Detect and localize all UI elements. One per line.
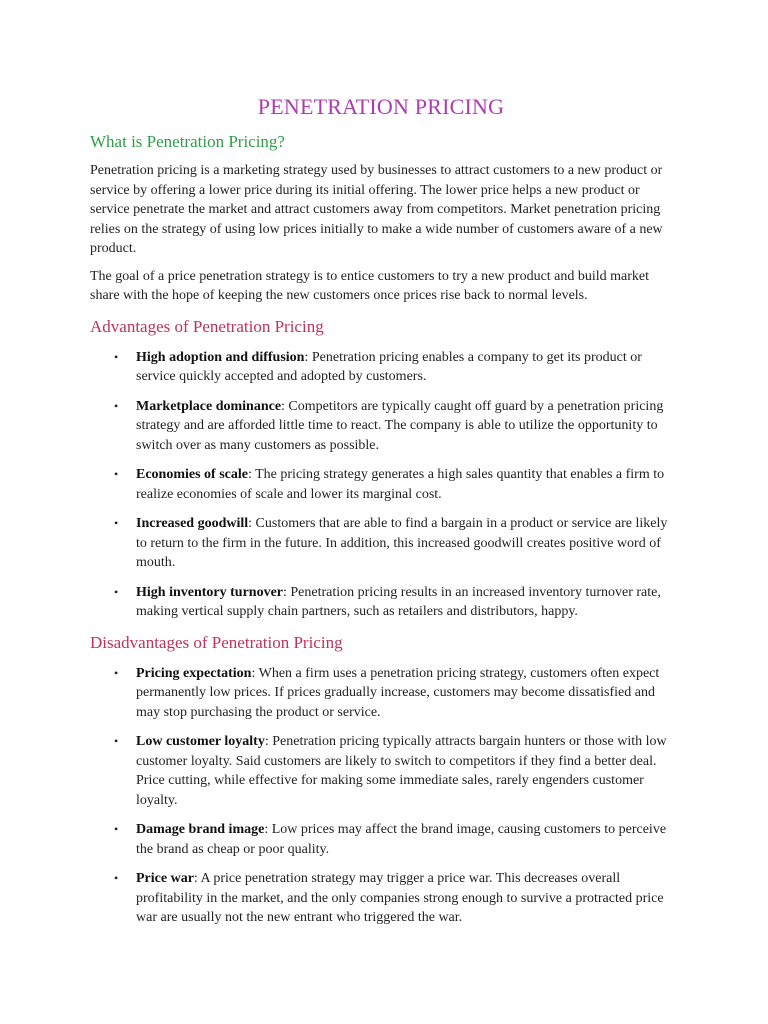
bullet-icon: • — [114, 871, 119, 885]
list-item — [90, 664, 672, 723]
item-term: Increased goodwill — [136, 516, 249, 531]
bullet-icon: • — [114, 349, 119, 364]
intro-paragraph-2: The goal of a price penetration strategy is to entice customers to try a new product and build market share with the hope of keeping the new customers once prices rise back to normal levels. — [90, 268, 650, 303]
item-term: High inventory turnover — [136, 584, 283, 600]
bullet-icon: • — [114, 516, 119, 530]
list-item — [90, 465, 672, 504]
list-item — [90, 869, 672, 928]
bullet-icon: • — [114, 584, 119, 599]
intro-paragraph-1: Penetration pricing is a marketing strategy used by businesses to attract customers to a new product or service by offering a lower price during its initial offering. The lower price helps a new product or service penetrate the market and attract customers away from competitors. Market penetration pricing relies on the strategy of using low prices initially to make a wide number of customers aware of a new product. — [90, 163, 663, 256]
item-text: : Penetration pricing enables a company to get its product or service quickly accepted and adopted by customers. — [136, 349, 642, 384]
section-heading-disadvantages: Disadvantages of Penetration Pricing — [90, 632, 343, 652]
item-text: : Low prices may affect the brand image, causing customers to perceive the brand as cheap or poor quality. — [136, 822, 667, 857]
list-item — [90, 583, 672, 622]
list-item — [90, 514, 672, 573]
bullet-icon: • — [114, 734, 119, 748]
list-item — [90, 820, 672, 859]
bullet-icon: • — [114, 822, 119, 836]
item-text: : A price penetration strategy may trigger a price war. This decreases overall profitability in the market, and the only companies strong enough to survive a protracted price war are usually not the new entrant who triggered the war. — [136, 871, 664, 925]
item-text: : Penetration pricing results in an increased inventory turnover rate, making vertical supply chain partners, such as retailers and distributors, happy. — [136, 584, 661, 619]
item-term: Low customer loyalty — [136, 734, 265, 749]
section-heading-advantages: Advantages of Penetration Pricing — [90, 316, 324, 336]
item-term: Pricing expectation — [136, 665, 252, 681]
item-text: : The pricing strategy generates a high sales quantity that enables a firm to realize economies of scale and lower its marginal cost. — [136, 467, 665, 502]
disadvantages-list — [90, 664, 672, 928]
list-item — [90, 397, 672, 456]
item-text: : Penetration pricing typically attracts bargain hunters or those with low customer loyalty. Said customers are likely to switch to competitors if they find a better deal. Price cutting, while effective for making some immediate sales, rarely engenders customer loyalty. — [136, 734, 667, 808]
bullet-icon: • — [114, 467, 119, 481]
advantages-list — [90, 348, 672, 622]
item-term: Economies of scale — [136, 467, 248, 482]
item-term: High adoption and diffusion — [136, 349, 305, 365]
item-text: : Customers that are able to find a bargain in a product or service are likely to return to the firm in the future. In addition, this increased goodwill creates positive word of mouth. — [136, 516, 668, 570]
page-title: PENETRATION PRICING — [257, 94, 505, 119]
bullet-icon: • — [114, 665, 119, 680]
item-term: Marketplace dominance — [136, 398, 282, 414]
item-text: : When a firm uses a penetration pricing strategy, customers often expect permanently low prices. If prices gradually increase, customers may become dissatisfied and may stop purchasing the product or service. — [136, 665, 660, 720]
bullet-icon: • — [114, 398, 119, 413]
section-heading-what-is: What is Penetration Pricing? — [90, 132, 285, 151]
item-term: Damage brand image — [136, 822, 265, 837]
list-item — [90, 348, 672, 387]
item-term: Price war — [136, 871, 194, 886]
item-text: : Competitors are typically caught off guard by a penetration pricing strategy and are afforded little time to react. The company is able to utilize the opportunity to switch over as many customers as possible. — [136, 398, 664, 453]
list-item — [90, 732, 672, 810]
